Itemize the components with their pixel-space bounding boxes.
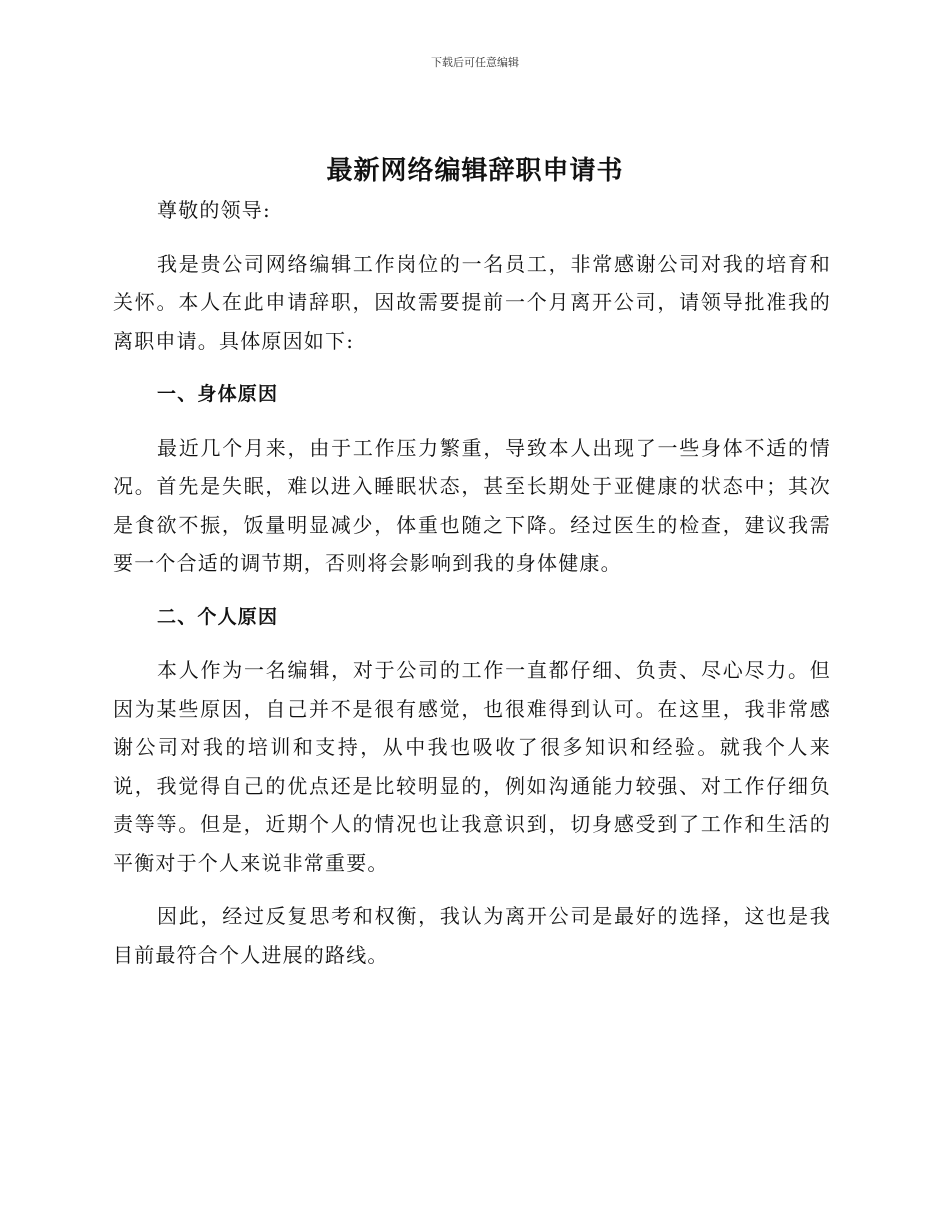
salutation: 尊敬的领导: [157, 198, 271, 222]
section-heading-health: 一、身体原因 [157, 383, 279, 405]
document-body [113, 191, 831, 989]
section-paragraph-health: 最近几个月来，由于工作压力繁重，导致本人出现了一些身体不适的情况。首先是失眠，难以进入睡眠状态，甚至长期处于亚健康的状态中；其次是食欲不振，饭量明显减少，体重也随之下降。经过医生的检查，建议我需要一个合适的调节期，否则将会影响到我的身体健康。 [113, 435, 831, 575]
section-heading-personal: 二、个人原因 [157, 605, 279, 628]
conclusion-paragraph: 因此，经过反复思考和权衡，我认为离开公司是最好的选择，这也是我目前最符合个人进展的路线。 [113, 904, 831, 967]
document-title: 最新网络编辑辞职申请书 [326, 156, 624, 186]
section-paragraph-personal: 本人作为一名编辑，对于公司的工作一直都仔细、负责、尽心尽力。但因为某些原因，自己并不是很有感觉，也很难得到认可。在这里，我非常感谢公司对我的培训和支持，从中我也吸收了很多知识和经验。就我个人来说，我觉得自己的优点还是比较明显的，例如沟通能力较强、对工作仔细负责等等。但是，近期个人的情况也让我意识到，切身感受到了工作和生活的平衡对于个人来说非常重要。 [113, 658, 831, 875]
header-note: 下载后可任意编辑 [431, 56, 519, 69]
intro-paragraph: 我是贵公司网络编辑工作岗位的一名员工，非常感谢公司对我的培育和关怀。本人在此申请辞职，因故需要提前一个月离开公司，请领导批准我的离职申请。具体原因如下: [113, 251, 831, 353]
